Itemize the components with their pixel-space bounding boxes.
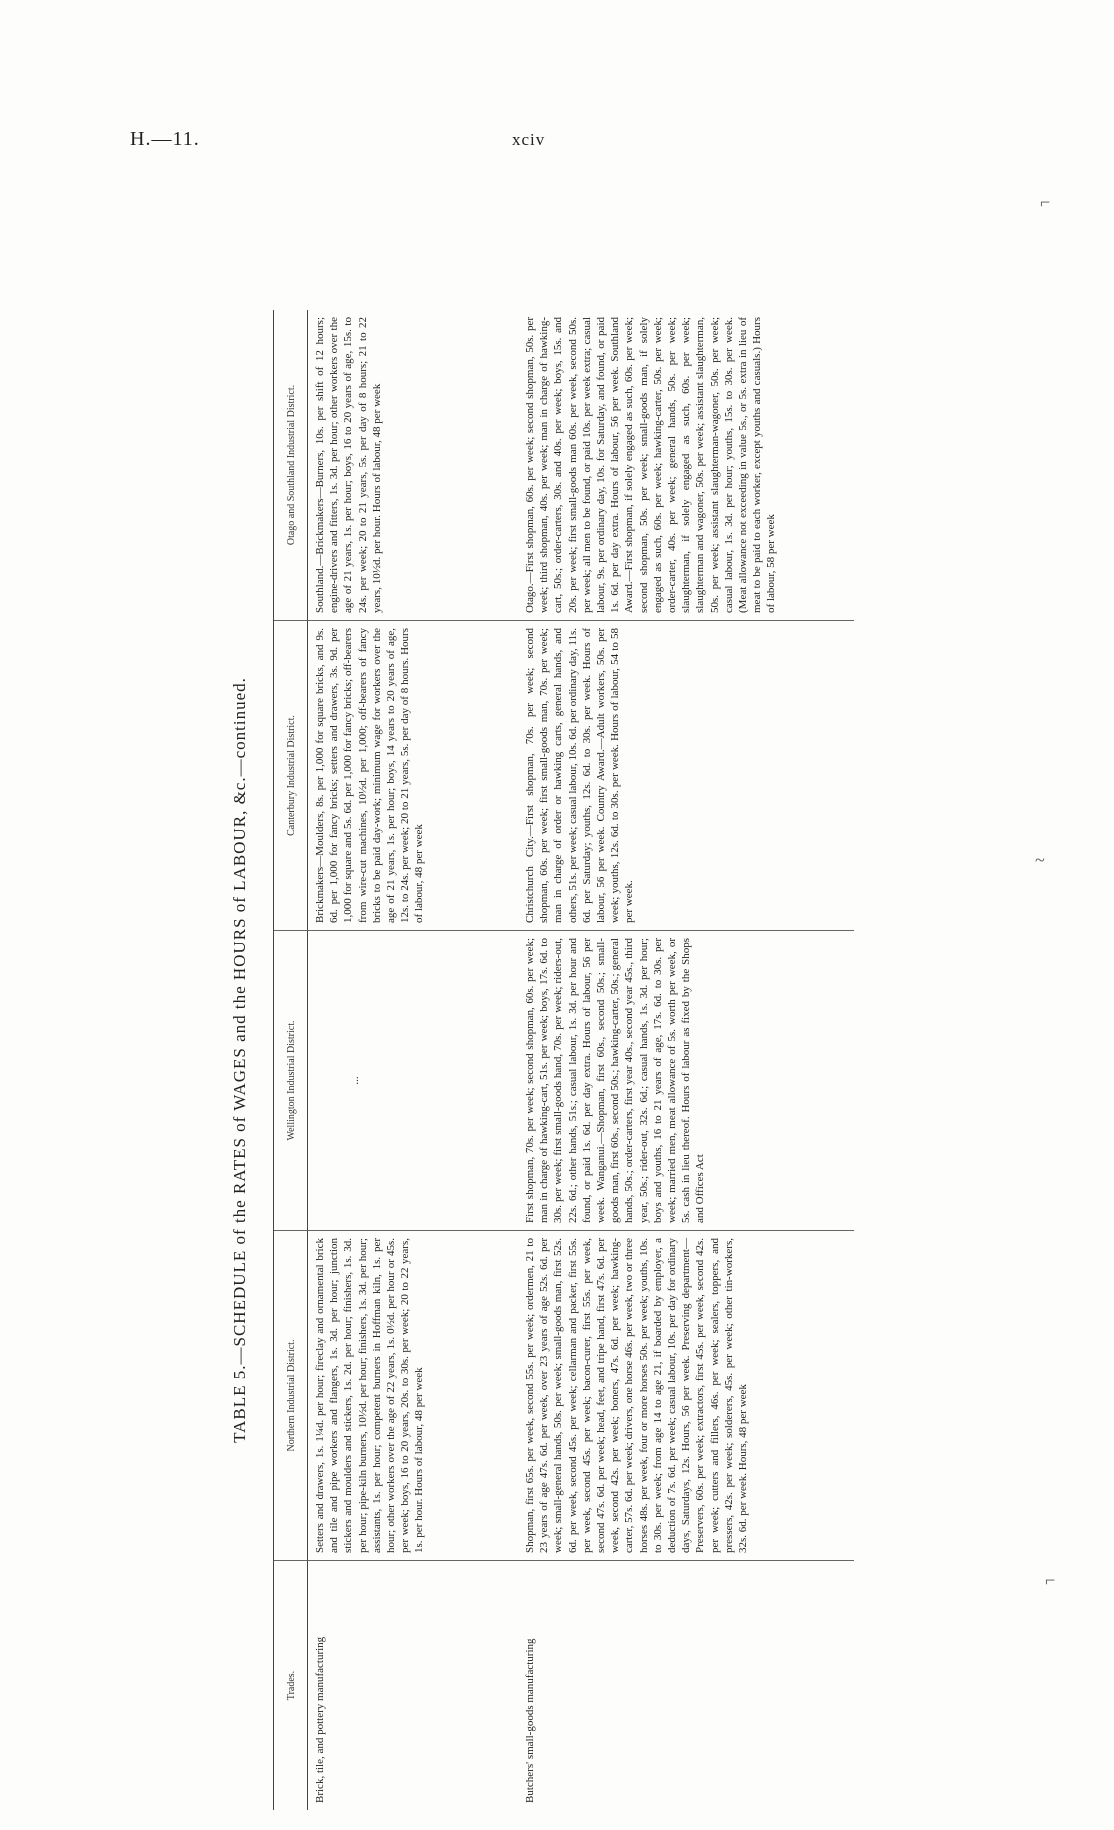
page-header [130,128,570,158]
trade-brick-tile-pottery: Brick, tile, and pottery manufacturing [308,1560,518,1810]
northern-brick-cell: Setters and drawers, 1s. 1¼d. per hour; fireclay and ornamental brick and tile and pipe workers and flangers, 1s. 3d. per hour; junction stickers and moulders and stickers, 1s. 2d. per hour; finishers, 1s. 3d. per hour; pipe-kiln burners, 10½d. per hour; finishers, 1s. 3d. per hour; assistants, 1s. per hour; competent burners in Hoffman kiln, 1s. per hour; other workers over the age of 22 years, 1s. 0½d. per hour or 45s. per week; boys, 16 to 20 years, 20s. to 30s. per week; 20 to 22 years, 1s. per hour. Hours of labour, 48 per week [308,1230,518,1560]
canterbury-butchers-cell: Christchurch City.—First shopman, 70s. per week; second shopman, 60s. per week; first small-goods man, 70s. per week; man in charge of order or hawking carts, general hands, and others, 51s. per week; casual labour, 10s. 6d. per ordinary day, 11s. 6d. per Saturday; youths, 12s. 6d. to 30s. per week. Hours of labour, 56 per week. Country Award.—Adult workers, 50s. per week; youths, 12s. 6d. to 30s. per week. Hours of labour, 54 to 58 per week. [518,620,854,930]
wellington-butchers-cell: First shopman, 70s. per week; second shopman, 60s. per week; man in charge of hawking-cart, 51s. per week; boys, 17s. 6d. to 30s. per week; first small-goods hand, 70s. per week; riders-out, 22s. 6d.; other hands, 51s.; casual labour, 1s. 3d. per hour and found, or paid 1s. 6d. per day extra. Hours of labour, 56 per week. Wanganui.—Shopman, first 60s., second 50s.; small-goods man, first 60s., second 50s.; hawking-carter, 50s.; general hands, 50s.; order-carters, first year 40s., second year 45s., third year, 50s.; rider-out, 32s. 6d.; casual hands, 1s. 3d. per hour; boys and youths, 16 to 21 years of age, 17s. 6d. to 30s. per week; married men, meat allowance of 5s. worth per week, or 5s. cash in lieu thereof. Hours of labour as fixed by the Shops and Offices Act [518,930,854,1230]
scan-mark: ⌐ [1045,1570,1056,1590]
scan-mark: ~ [1035,850,1045,870]
northern-butchers-cell: Shopman, first 65s. per week, second 55s. per week; ordermen, 21 to 23 years of age 47s. 6d. per week, over 23 years of age 52s. 6d. per week; small-general hands, 50s. per week; small-goods man, first 52s. 6d. per week, second 45s. per week; cellarman and packer, first 55s. per week, second 45s. per week; bacon-curer, first 55s. per week, second 47s. 6d. per week; head, feet, and tripe hand, first 47s. 6d. per week, second 42s. per week; boners, 47s. 6d. per week; hawking-carter, 57s. 6d. per week; drivers, one horse 46s. per week, two or three horses 48s. per week, four or more horses 50s. per week; youths, 10s. to 30s. per week; from age 14 to age 21, if boarded by employer, a deduction of 7s. 6d. per week; casual labour, 10s. per day for ordinary days, Saturdays, 12s. Hours, 56 per week. Preserving department—Preservers, 60s. per week; extractors, first 45s. per week, second 42s. per week; cutters and fillers, 46s. per week; sealers, toppers, and pressers, 42s. per week; solderers, 45s. per week; other tin-workers, 32s. 6d. per week. Hours, 48 per week [518,1230,854,1560]
canterbury-brick-cell: Brickmakers—Moulders, 8s. per 1,000 for square bricks, and 9s. 6d. per 1,000 for fancy bricks; setters and drawers, 3s. 9d. per 1,000 for square and 5s. 6d. per 1,000 for fancy bricks; off-bearers from wire-cut machines, 10½d. per 1,000; off-bearers of fancy bricks to be paid day-work; minimum wage for workers over the age of 21 years, 1s. per hour; boys, 14 years to 20 years of age, 12s. to 24s. per week; 20 to 21 years, 5s. per day of 8 hours. Hours of labour, 48 per week [308,620,518,930]
wages-table [273,310,854,1810]
table-title: TABLE 5.—SCHEDULE of the RATES of WAGES and the HOURS of LABOUR, &c.—continued. [230,677,249,1443]
trade-butchers-small-goods: Butchers' small-goods manufacturing [518,1560,854,1810]
column-header-wellington: Wellington Industrial District. [274,930,308,1230]
column-header-canterbury: Canterbury Industrial District. [274,620,308,930]
otago-brick-cell: Southland.—Brickmakers—Burners, 10s. per shift of 12 hours; engine-drivers and fitters, 1s. 3d. per hour; other workers over the age of 21 years, 1s. per hour; boys, 16 to 20 years of age, 15s. to 24s. per week; 20 to 21 years, 5s. per day of 8 hours; 21 to 22 years, 10½d. per hour. Hours of labour, 48 per week [314,317,383,613]
scan-mark: ⌐ [1040,192,1051,212]
otago-butchers-cell: Otago.—First shopman, 60s. per week; second shopman, 50s. per week; third shopman, 40s. per week; man in charge of hawking-cart, 50s.; order-carters, 30s. and 40s. per week; boys, 15s. and 20s. per week; first small-goods man 60s. per week, second 50s. per week; all men to be found, or paid 10s. per week extra; casual labour, 9s. per ordinary day, 10s. for Saturday, and found, or paid 1s. 6d. per day extra. Hours of labour, 56 per week. Southland Award.—First shopman, if solely engaged as such, 60s. per week; second shopman, 50s. per week; small-goods man, if solely engaged as such, 60s. per week; hawking-carter, 50s. per week; order-carter, 40s. per week; general hands, 50s. per week; slaughterman, if solely engaged as such, 60s. per week; slaughterman and wagoner, 50s. per week; assistant slaughterman, 50s. per week; assistant slaughterman-wagoner, 50s. per week; casual labour, 1s. 3d. per hour; youths, 15s. to 30s. per week. (Meat allowance not exceeding in value 5s., or 5s. extra in lieu of meat to be paid to each worker, except youths and casuals.) Hours of labour, 58 per week [524,317,778,613]
page-id: H.—11. [130,128,200,150]
column-header-otago: Otago and Southland Industrial District. [274,310,308,620]
rotated-table-block [215,290,865,1830]
column-header-trades: Trades. [274,1560,308,1810]
page-number: xciv [512,130,546,149]
column-header-northern: Northern Industrial District. [274,1230,308,1560]
wellington-brick-cell: ... [308,930,518,1230]
